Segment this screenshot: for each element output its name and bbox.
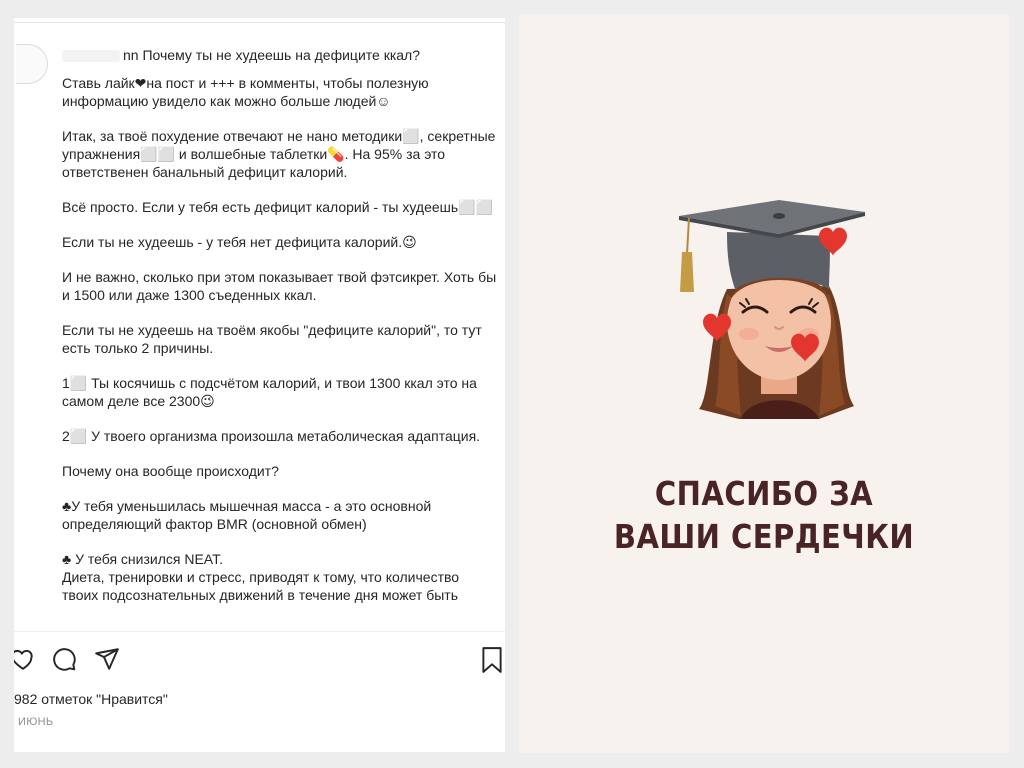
share-icon[interactable] — [94, 646, 120, 672]
caption-paragraph: Всё просто. Если у тебя есть дефицит калорий - ты худеешь⬜⬜ — [62, 199, 494, 215]
heart-icon[interactable] — [14, 646, 36, 672]
caption-paragraph: И не важно, сколько при этом показывает твой фэтсикрет. Хоть бы и 1500 или даже 1300 съеденных ккал. — [62, 269, 497, 303]
bookmark-icon[interactable] — [479, 646, 505, 674]
caption-paragraph: ♣ У тебя снизился NEAT. Диета, тренировки и стресс, приводят к тому, что количество твоих подсознательных движений в течение дня может быть — [62, 551, 460, 603]
caption-paragraph: ♣У тебя уменьшилась мышечная масса - а это основной определяющий фактор BMR (основной обмен) — [62, 498, 432, 532]
divider — [14, 631, 505, 632]
caption-paragraph: Ставь лайк❤на пост и +++ в комменты, чтобы полезную информацию увидело как можно больше людей☺ — [62, 75, 429, 109]
instagram-post — [14, 18, 505, 752]
post-date: ИЮНЬ — [18, 716, 54, 728]
thanks-line-1: СПАСИБО ЗА — [654, 474, 874, 513]
avatar[interactable] — [16, 44, 48, 84]
caption-paragraph: Если ты не худеешь на твоём якобы "дефиците калорий", то тут есть только 2 причины. — [62, 322, 482, 356]
post-actions — [14, 646, 505, 680]
thanks-text — [548, 472, 979, 558]
caption-paragraph: Почему она вообще происходит? — [62, 463, 279, 479]
comment-icon[interactable] — [51, 646, 77, 672]
caption-paragraph: 2⬜ У твоего организма произошла метаболическая адаптация. — [62, 428, 481, 444]
likes-count[interactable]: 982 отметок "Нравится" — [14, 691, 168, 707]
post-title: Почему ты не худеешь на дефиците ккал? — [142, 47, 420, 63]
post-caption — [62, 46, 497, 627]
divider — [14, 22, 505, 23]
thanks-line-2: ВАШИ СЕРДЕЧКИ — [613, 517, 915, 556]
username-blur — [62, 50, 120, 62]
caption-paragraph: Итак, за твоё похудение отвечают не нано методики⬜, секретные упражнения⬜⬜ и волшебные таблетки💊. На 95% за это ответственен банальный дефицит калорий. — [62, 128, 496, 180]
caption-paragraph: 1⬜ Ты косячишь с подсчётом калорий, и твои 1300 ккал это на самом деле все 2300😉 — [62, 375, 477, 409]
thanks-card — [519, 14, 1009, 753]
username[interactable]: nn — [123, 47, 139, 63]
caption-title-line — [62, 46, 497, 64]
caption-paragraph: Если ты не худеешь - у тебя нет дефицита калорий.😉 — [62, 234, 417, 250]
memoji-graduate-icon — [679, 194, 879, 434]
